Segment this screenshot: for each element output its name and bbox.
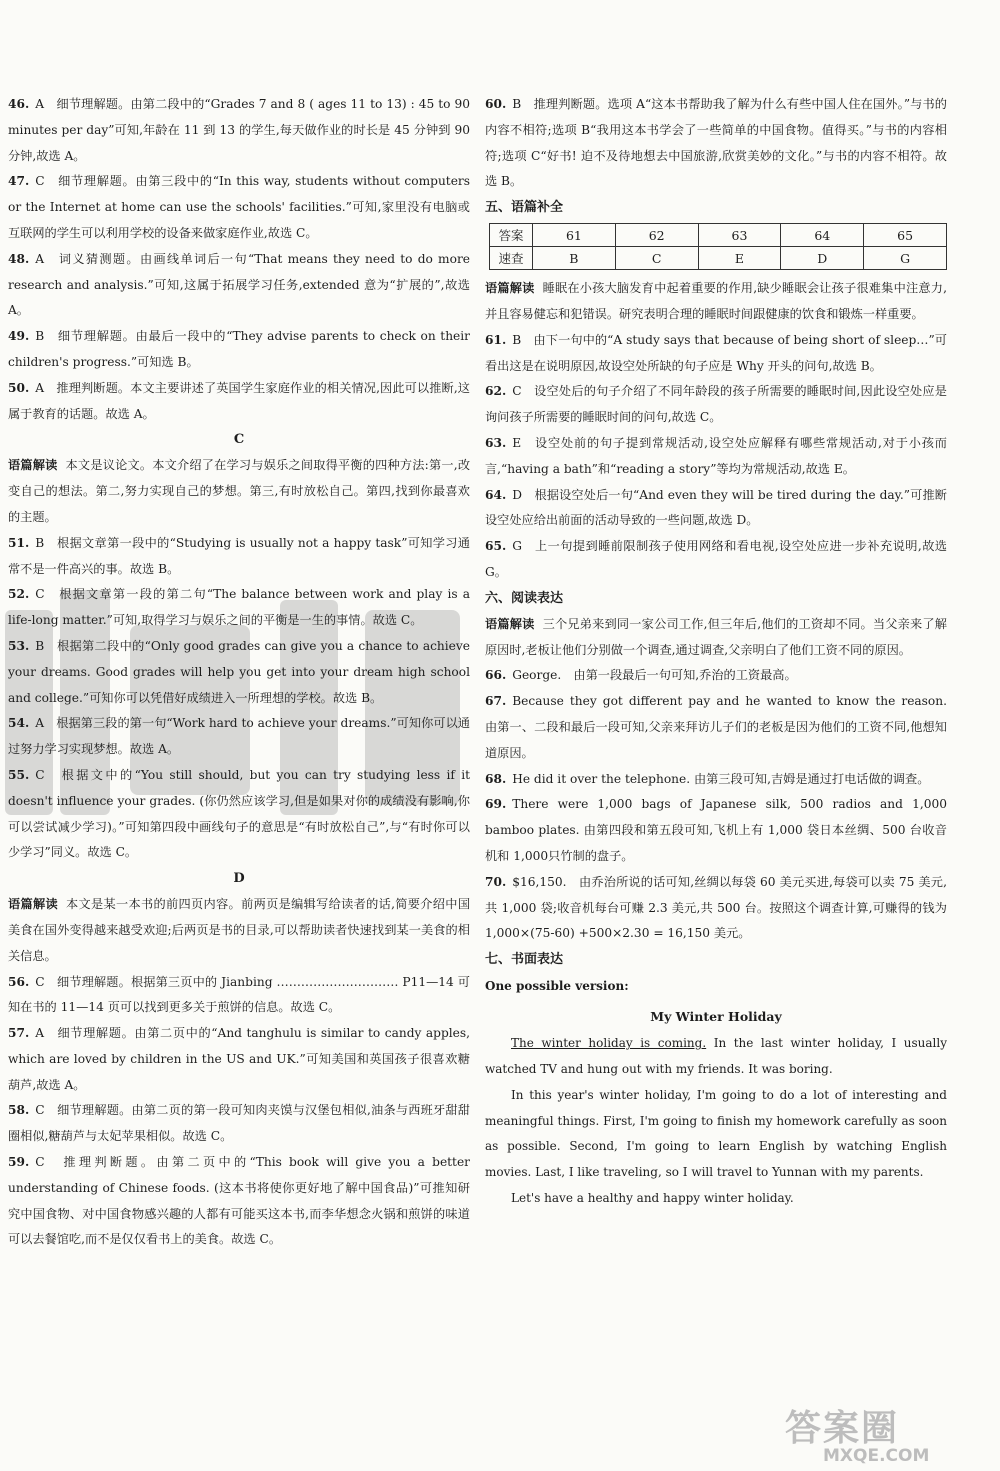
watermark-logo-text: 答案圈 bbox=[785, 1408, 900, 1449]
item-text: G 上一句提到睡前限制孩子使用网络和看电视,设空处应进一步补充说明,故选 G。 bbox=[485, 539, 947, 579]
item-number: 53. bbox=[8, 638, 30, 653]
answer-item bbox=[8, 376, 470, 428]
answer-item bbox=[8, 1021, 470, 1098]
item-number: 70. bbox=[485, 874, 507, 889]
item-text: C 根据文章第一段的第二句“The balance between work and play is a life-long matter.”可知,取得学习与娱乐之间的平衡是一生的事情。故选 C。 bbox=[8, 587, 470, 628]
answer-item bbox=[8, 531, 470, 583]
answer-item bbox=[8, 582, 470, 634]
essay-title: My Winter Holiday bbox=[650, 1009, 782, 1025]
section-5-summary bbox=[485, 276, 947, 328]
item-text: Because they got different pay and he wanted to know the reason. 由第一、二段和最后一段可知,父亲来拜访儿子们的老板是因为他们的工资不同,他想知道原因。 bbox=[485, 694, 960, 760]
item-text: A 细节理解题。由第二页中的“And tanghulu is similar to candy apples, which are loved by children in the US and UK.”可知美国和英国孩子很喜欢糖葫芦,故选 A。 bbox=[8, 1026, 470, 1092]
item-number: 69. bbox=[485, 797, 507, 812]
item-text: B 由下一句中的“A study says that because of being short of sleep…”可看出这是在说明原因,故设空处所缺的句子应是 Why 开头的问句,故选 B。 bbox=[485, 332, 947, 373]
answer-item bbox=[485, 431, 947, 483]
item-number: 65. bbox=[485, 539, 507, 554]
table-cell: 63 bbox=[698, 224, 781, 247]
item-number: 66. bbox=[485, 668, 507, 683]
right-column bbox=[485, 92, 960, 1212]
section-d-text: 本文是某一本书的前四页内容。前两页是编辑写给读者的话,简要介绍中国美食在国外变得越来越受欢迎;后两页是书的目录,可以帮助读者快速找到某一美食的相关信息。 bbox=[8, 897, 471, 963]
section-c-summary bbox=[8, 453, 470, 530]
section-5-lead: 语篇解读 bbox=[485, 281, 535, 296]
table-cell: D bbox=[781, 247, 864, 270]
item-number: 51. bbox=[8, 535, 30, 550]
version-label: One possible version: bbox=[485, 979, 629, 994]
essay-paragraph-3: Let's have a healthy and happy winter holiday. bbox=[511, 1190, 794, 1205]
answer-item bbox=[8, 324, 470, 376]
table-row-label: 答案 bbox=[490, 224, 533, 247]
answer-item bbox=[8, 92, 470, 169]
section-5-text: 睡眠在小孩大脑发育中起着重要的作用,缺少睡眠会让孩子很难集中注意力,并且容易健忘和犯错误。研究表明合理的睡眠时间跟健康的饮食和锻炼一样重要。 bbox=[485, 281, 947, 321]
essay-paragraph-1 bbox=[485, 1031, 947, 1083]
section-6-summary bbox=[485, 612, 947, 664]
item-text: C 细节理解题。由第三段中的“In this way, students without computers or the Internet at home can use the schools' facilities.”可知,家里没有电脑或互联网的学生可以利用学校的设备来做家庭作业,故选 C。 bbox=[8, 174, 470, 240]
section-c-lead: 语篇解读 bbox=[8, 458, 58, 473]
section-c-text: 本文是议论文。本文介绍了在学习与娱乐之间取得平衡的四种方法:第一,改变自己的想法。第二,努力实现自己的梦想。第三,有时放松自己。第四,找到你最喜欢的主题。 bbox=[8, 458, 471, 524]
item-number: 59. bbox=[8, 1155, 30, 1170]
answer-quick-table bbox=[489, 223, 947, 270]
table-cell: 64 bbox=[781, 224, 864, 247]
item-number: 58. bbox=[8, 1103, 30, 1118]
table-row-numbers bbox=[490, 224, 947, 247]
item-number: 60. bbox=[485, 97, 507, 111]
item-number: 61. bbox=[485, 332, 507, 347]
section-6-heading: 六、阅读表达 bbox=[485, 590, 564, 606]
table-cell: 65 bbox=[864, 224, 947, 247]
answer-item bbox=[485, 792, 947, 869]
answer-item bbox=[8, 763, 470, 866]
item-text: B 推理判断题。选项 A“这本书帮助我了解为什么有些中国人住在国外。”与书的内容不相符;选项 B“我用这本书学会了一些简单的中国食物。值得买。”与书的内容相符;选项 C“好书! 迫不及待地想去中国旅游,欣赏美妙的文化。”与书的内容不相符。故选 B。 bbox=[485, 97, 947, 189]
section-d-letter: D bbox=[233, 871, 245, 887]
item-number: 50. bbox=[8, 380, 30, 395]
item-number: 49. bbox=[8, 329, 30, 344]
answer-item-60 bbox=[485, 92, 947, 195]
answer-item bbox=[485, 663, 947, 689]
item-text: $16,150. 由乔治所说的话可知,丝绸以每袋 60 美元买进,每袋可以卖 75 美元,共 1,000 袋;收音机每台可赚 2.3 美元,共 500 台。按照这个调查计算,可赚得的钱为 1,000×(75-60) +500×2.30 = 16,150 美元。 bbox=[485, 874, 947, 941]
item-text: George. 由第一段最后一句可知,乔治的工资最高。 bbox=[512, 668, 797, 683]
section-6-lead: 语篇解读 bbox=[485, 616, 535, 631]
answer-item bbox=[8, 634, 470, 711]
answer-item bbox=[485, 767, 947, 793]
item-number: 63. bbox=[485, 435, 507, 450]
item-text: C 推理判断题。由第二页中的“This book will give you a better understanding of Chinese foods. (这本书将使你更好地了解中国食品)”可推知研究中国食物、对中国食物感兴趣的人都有可能买这本书,而李华想念火锅和煎饼的味道可以去餐馆吃,而不是仅仅看书上的美食。故选 C。 bbox=[8, 1155, 470, 1247]
answer-item bbox=[8, 1098, 470, 1150]
item-text: A 细节理解题。由第二段中的“Grades 7 and 8 ( ages 11 to 13) : 45 to 90 minutes per day”可知,年龄在 11 到 13 的学生,每天做作业的时长是 45 分钟到 90 分钟,故选 A。 bbox=[8, 97, 470, 163]
table-cell: G bbox=[864, 247, 947, 270]
item-text: A 根据第三段的第一句“Work hard to achieve your dreams.”可知你可以通过努力学习实现梦想。故选 A。 bbox=[8, 716, 470, 757]
answer-item bbox=[485, 870, 947, 947]
answer-item bbox=[485, 534, 947, 586]
table-cell: 62 bbox=[615, 224, 698, 247]
item-text: C 设空处后的句子介绍了不同年龄段的孩子所需要的睡眠时间,因此设空处应是询问孩子所需要的睡眠时间的问句,故选 C。 bbox=[485, 384, 947, 425]
answer-item bbox=[485, 689, 960, 766]
table-row-label: 速查 bbox=[490, 247, 533, 270]
item-text: C 根据文中的“You still should, but you can try studying less if it doesn't influence your grades. (你仍然应该学习,但是如果对你的成绩没有影响,你可以尝试减少学习)。”可知第四段中画线句子的意思是“有时放松自己”,与“有时你可以少学习”同义。故选 C。 bbox=[8, 767, 470, 860]
section-7-heading: 七、书面表达 bbox=[485, 952, 564, 968]
item-number: 57. bbox=[8, 1026, 30, 1041]
item-text: B 根据第二段中的“Only good grades can give you a chance to achieve your dreams. Good grades will help you get into your dream high school and college.”可知你可以凭借好成绩进入一所理想的学校。故选 B。 bbox=[8, 638, 470, 705]
item-text: C 细节理解题。根据第三页中的 Jianbing ………………………… P11—14 可知在书的 11—14 页可以找到更多关于煎饼的信息。故选 C。 bbox=[8, 974, 470, 1015]
answer-item bbox=[8, 711, 470, 763]
answer-item bbox=[485, 483, 947, 535]
item-number: 64. bbox=[485, 487, 507, 502]
item-number: 55. bbox=[8, 767, 30, 782]
item-text: He did it over the telephone. 由第三段可知,吉姆是通过打电话做的调查。 bbox=[512, 771, 930, 786]
answer-item bbox=[485, 379, 947, 431]
answer-item bbox=[8, 247, 470, 324]
essay-underlined-sentence: The winter holiday is coming. bbox=[511, 1036, 707, 1051]
table-cell: B bbox=[533, 247, 616, 270]
table-cell: 61 bbox=[533, 224, 616, 247]
item-number: 56. bbox=[8, 974, 30, 989]
item-text: A 词义猜测题。由画线单词后一句“That means they need to do more research and analysis.”可知,这属于拓展学习任务,extended 意为“扩展的”,故选 A。 bbox=[8, 251, 470, 318]
essay-p1-rest: In the last winter holiday, I usually watched TV and hung out with my friends. It was boring. bbox=[485, 1036, 947, 1076]
answer-item bbox=[8, 169, 470, 246]
section-d-lead: 语篇解读 bbox=[8, 897, 59, 912]
table-cell: E bbox=[698, 247, 781, 270]
table-cell: C bbox=[615, 247, 698, 270]
item-text: There were 1,000 bags of Japanese silk, 500 radios and 1,000 bamboo plates. 由第四段和第五段可知,飞机上有 1,000 袋日本丝绸、500 台收音机和 1,000只竹制的盘子。 bbox=[485, 797, 947, 863]
item-number: 47. bbox=[8, 174, 30, 189]
item-text: B 根据文章第一段中的“Studying is usually not a happy task”可知学习通常不是一件高兴的事。故选 B。 bbox=[8, 535, 470, 576]
item-number: 48. bbox=[8, 251, 30, 266]
answer-item bbox=[485, 328, 947, 380]
section-6-text: 三个兄弟来到同一家公司工作,但三年后,他们的工资却不同。当父亲来了解原因时,老板让他们分别做一个调查,通过调查,父亲明白了他们工资不同的原因。 bbox=[485, 616, 947, 657]
watermark-logo-url: MXQE.COM bbox=[823, 1446, 930, 1466]
item-number: 54. bbox=[8, 716, 30, 731]
item-number: 46. bbox=[8, 97, 30, 111]
item-text: C 细节理解题。由第二页的第一段可知肉夹馍与汉堡包相似,油条与西班牙甜甜圈相似,糖葫芦与太妃苹果相似。故选 C。 bbox=[8, 1103, 470, 1144]
item-number: 62. bbox=[485, 384, 507, 399]
item-number: 68. bbox=[485, 771, 507, 786]
item-number: 52. bbox=[8, 587, 30, 602]
item-text: E 设空处前的句子提到常规活动,设空处应解释有哪些常规活动,对于小孩而言,“having a bath”和“reading a story”等均为常规活动,故选 E。 bbox=[485, 435, 947, 476]
essay-paragraph-2: In this year's winter holiday, I'm going to do a lot of interesting and meaningful things. First, I'm going to finish my homework carefully as soon as possible. Second, I'm going to learn English by watching English movies. Last, I like traveling, so I will travel to Yunnan with my parents. bbox=[485, 1087, 947, 1180]
left-column bbox=[8, 92, 470, 1253]
section-c-letter: C bbox=[233, 432, 245, 448]
section-5-heading: 五、语篇补全 bbox=[485, 200, 564, 216]
answer-item bbox=[8, 970, 470, 1022]
item-text: A 推理判断题。本文主要讲述了英国学生家庭作业的相关情况,因此可以推断,这属于教育的话题。故选 A。 bbox=[8, 380, 470, 421]
section-d-summary bbox=[8, 892, 470, 969]
item-text: D 根据设空处后一句“And even they will be tired during the day.”可推断设空处应给出前面的活动导致的一些问题,故选 D。 bbox=[485, 487, 947, 528]
answer-item bbox=[8, 1150, 470, 1253]
item-text: B 细节理解题。由最后一段中的“They advise parents to check on their children's progress.”可知选 B。 bbox=[8, 329, 470, 369]
watermark-logo bbox=[785, 1400, 985, 1468]
table-row-answers bbox=[490, 247, 947, 270]
item-number: 67. bbox=[485, 694, 507, 709]
